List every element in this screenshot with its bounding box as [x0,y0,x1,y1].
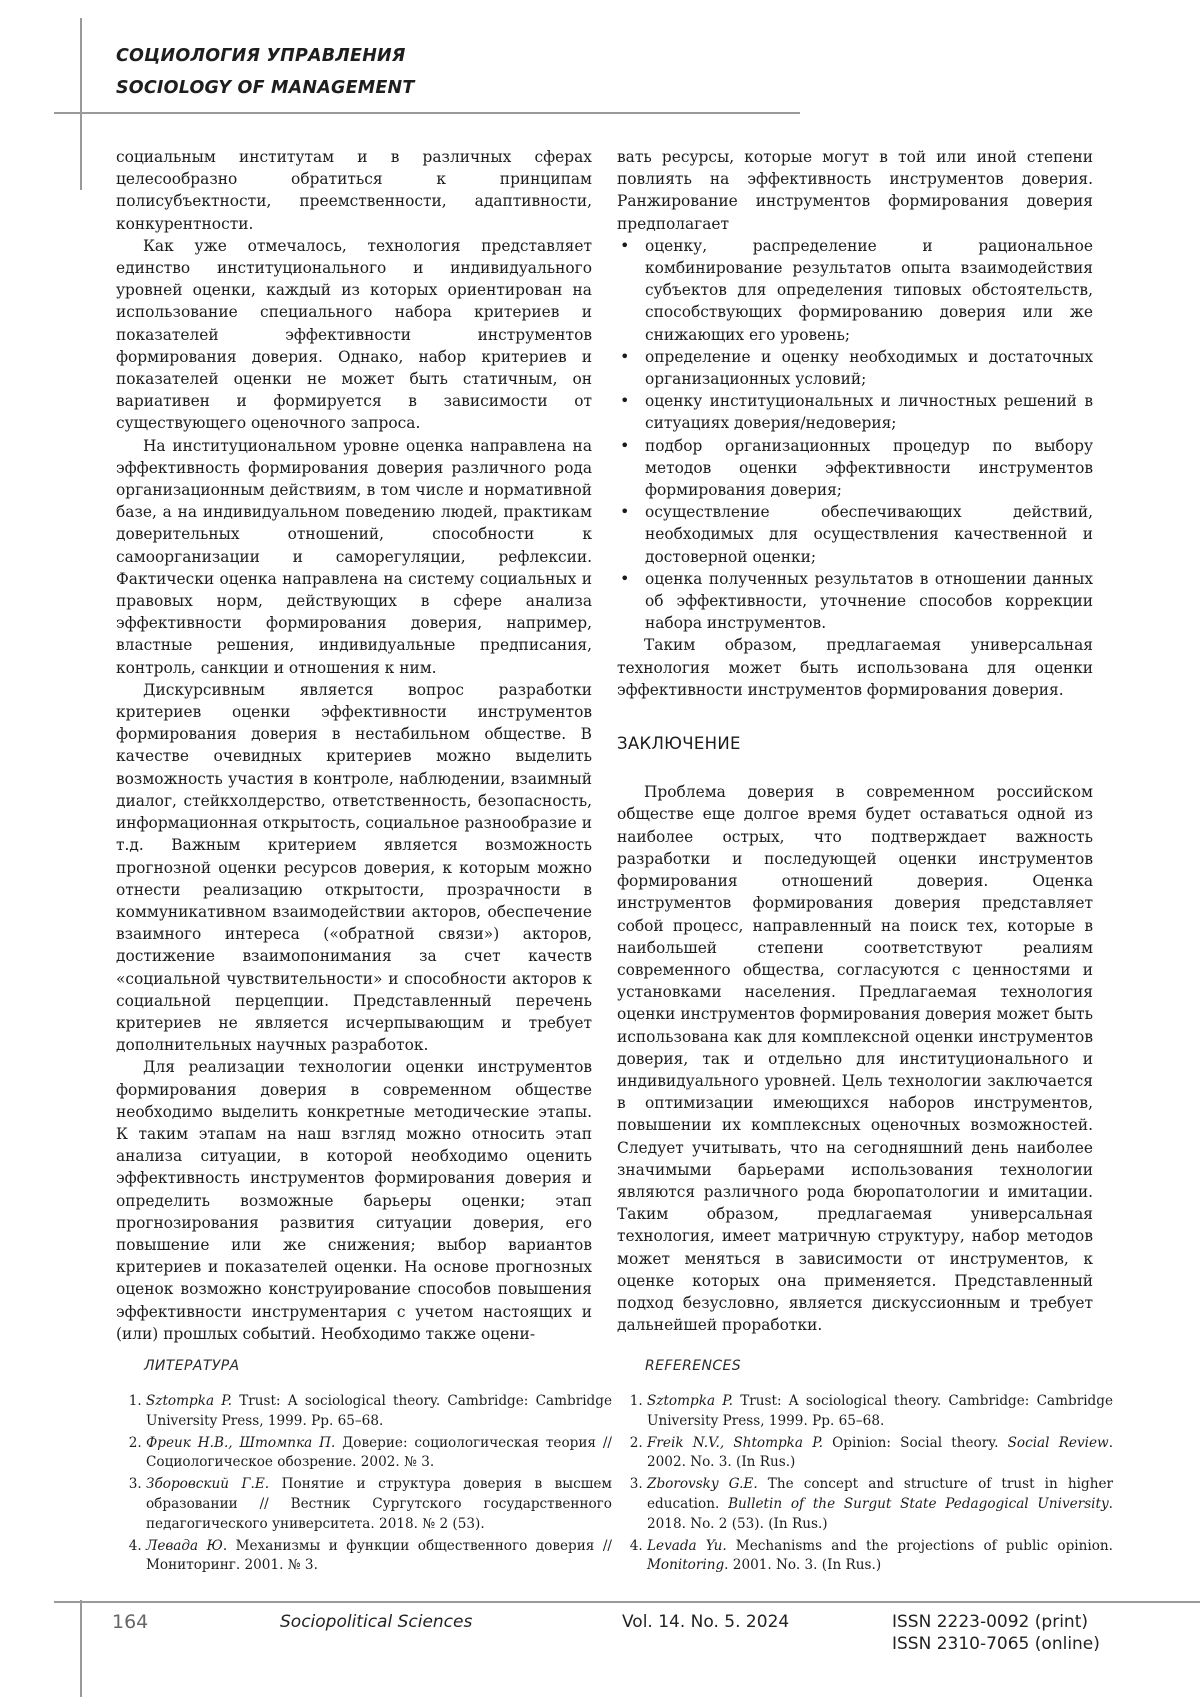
bullet-item: • подбор организационных процедур по выбору методов оценки эффективности инструментов формирования доверия; [645,435,1093,502]
reference-item: 3. Zborovsky G.E. The concept and structure of trust in higher education. Bulletin of the Surgut State Pedagogical University. 2018. No. 2 (53). (In Rus.) [647,1475,1113,1534]
bullet-item: • определение и оценку необходимых и достаточных организационных условий; [645,346,1093,390]
right-column [617,146,1093,1336]
reference-item: 3. Зборовский Г.Е. Понятие и структура доверия в высшем образовании // Вестник Сургутского государственного педагогического университета. 2018. № 2 (53). [146,1475,612,1534]
reference-item: 1. Sztompka P. Trust: A sociological theory. Cambridge: Cambridge University Press, 1999. Pp. 65–68. [146,1392,612,1432]
reference-item: 2. Фреик Н.В., Штомпка П. Доверие: социологическая теория // Социологическое обозрение. 2002. № 3. [146,1434,612,1474]
ranking-bullet-list [617,235,1093,635]
left-paragraph-3: На институциональном уровне оценка направлена на эффективность формирования доверия различного рода организационным действиям, в том числе и нормативной базе, а на индивидуальном поведению людей, практикам доверительных отношений, способности к самоорганизации и саморегуляции, рефлексии. Фактически оценка направлена на систему социальных и правовых норм, действующих в сфере анализа эффективности формирования доверия, например, властные решения, индивидуальные предписания, контроль, санкции и отношения к ним. [116,436,592,677]
footer-issn-print: ISSN 2223-0092 (print) [892,1612,1088,1632]
reference-item: 2. Freik N.V., Shtompka P. Opinion: Social theory. Social Review. 2002. No. 3. (In Rus.) [647,1434,1113,1474]
bullet-item: • оценку, распределение и рациональное комбинирование результатов опыта взаимодействия субъектов для определения типовых обстоятельств, способствующих формированию доверия или же снижающих его уровень; [645,235,1093,346]
page-number: 164 [112,1611,149,1633]
conclusion-paragraph: Проблема доверия в современном российском обществе еще долгое время будет оставаться одной из наиболее острых, что подтверждает важность разработки и последующей оценки инструментов формирования отношений доверия. Оценка инструментов формирования доверия представляет собой процесс, направленный на поиск тех, которые в наибольшей степени соответствуют реалиям современного общества, согласуются с ценностями и установками населения. Предлагаемая технология оценки инструментов формирования доверия может быть использована как для комплексной оценки инструментов доверия, так и отдельно для институционального и индивидуального уровней. Цель технологии заключается в оптимизации имеющихся наборов инструментов, повышении их комплексных оценочных возможностей. Следует учитывать, что на сегодняшний день наиболее значимыми барьерами использования технологии являются различного рода бюропатологии и имитации. Таким образом, предлагаемая универсальная технология, имеет матричную структуру, набор методов может меняться в зависимости от инструментов, к оценке которых она применяется. Представленный подход безусловно, является дискуссионным и требует дальнейшей проработки. [617,783,1093,1335]
footer-horizontal-rule [54,1601,1200,1603]
left-paragraph-2: Как уже отмечалось, технология представляет единство институционального и индивидуального уровней оценки, каждый из которых ориентирован на использование специального набора критериев и показателей эффективности инструментов формирования доверия. Однако, набор критериев и показателей оценки не может быть статичным, он вариативен и формируется в зависимости от существующего оценочного запроса. [116,236,592,433]
running-head-ru: СОЦИОЛОГИЯ УПРАВЛЕНИЯ [116,46,406,66]
reference-item: 1. Sztompka P. Trust: A sociological theory. Cambridge: Cambridge University Press, 1999. Pp. 65–68. [647,1392,1113,1432]
header-horizontal-rule [54,112,800,114]
left-column [116,146,592,1345]
references-en-list [619,1392,1113,1578]
bullet-item: • оценку институциональных и личностных решений в ситуациях доверия/недоверия; [645,390,1093,434]
running-head-en: SOCIOLOGY OF MANAGEMENT [116,78,415,98]
references-en-heading: REFERENCES [645,1358,742,1374]
footer-issn-online: ISSN 2310-7065 (online) [892,1634,1100,1654]
conclusion-heading: ЗАКЛЮЧЕНИЕ [617,734,741,754]
right-paragraph-2: Таким образом, предлагаемая универсальная технология может быть использована для оценки эффективности инструментов формирования доверия. [617,636,1093,699]
left-paragraph-5: Для реализации технологии оценки инструментов формирования доверия в современном обществе необходимо выделить конкретные методические этапы. К таким этапам на наш взгляд можно относить этап анализа ситуации, в которой необходимо оценить эффективность инструментов формирования доверия и определить возможные барьеры оценки; этап прогнозирования развития ситуации доверия, его повышение или же снижения; выбор вариантов критериев и показателей оценки. На основе прогнозных оценок возможно конструирование способов повышения эффективности инструментария с учетом настоящих и (или) прошлых событий. Необходимо также оцени- [116,1058,592,1343]
references-ru-list [118,1392,612,1578]
left-paragraph-4: Дискурсивным является вопрос разработки критериев оценки эффективности инструментов формирования доверия в нестабильном обществе. В качестве очевидных критериев можно выделить возможность участия в контроле, наблюдении, взаимный диалог, стейкхолдерство, ответственность, безопасность, информационная открытость, социальное разнообразие и т.д. Важным критерием является возможность прогнозной оценки ресурсов доверия, к которым можно отнести реализацию открытости, прозрачности в коммуникативном взаимодействии акторов, обеспечение взаимного интереса («обратной связи») акторов, достижение взаимопонимания за счет качеств «социальной чувствительности» и способности акторов к социальной перцепции. Представленный перечень критериев не является исчерпывающим и требует дополнительных научных разработок. [116,680,592,1055]
reference-item: 4. Levada Yu. Mechanisms and the projections of public opinion. Monitoring. 2001. No. 3. (In Rus.) [647,1537,1113,1577]
bullet-item: • осуществление обеспечивающих действий, необходимых для осуществления качественной и достоверной оценки; [645,501,1093,568]
references-ru-heading: ЛИТЕРАТУРА [144,1358,240,1374]
footer-journal-title: Sociopolitical Sciences [280,1612,473,1632]
bullet-item: • оценка полученных результатов в отношении данных об эффективности, уточнение способов коррекции набора инструментов. [645,568,1093,635]
footer-vertical-rule [80,1600,82,1697]
reference-item: 4. Левада Ю. Механизмы и функции общественного доверия // Мониторинг. 2001. № 3. [146,1537,612,1577]
header-vertical-rule [80,18,82,190]
left-paragraph-1: социальным институтам и в различных сферах целесообразно обратиться к принципам полисубъектности, преемственности, адаптивности, конкурентности. [116,148,592,233]
footer-volume: Vol. 14. No. 5. 2024 [622,1612,790,1632]
right-paragraph-1: вать ресурсы, которые могут в той или иной степени повлиять на эффективность инструментов доверия. Ранжирование инструментов формирования доверия предполагает [617,148,1093,233]
